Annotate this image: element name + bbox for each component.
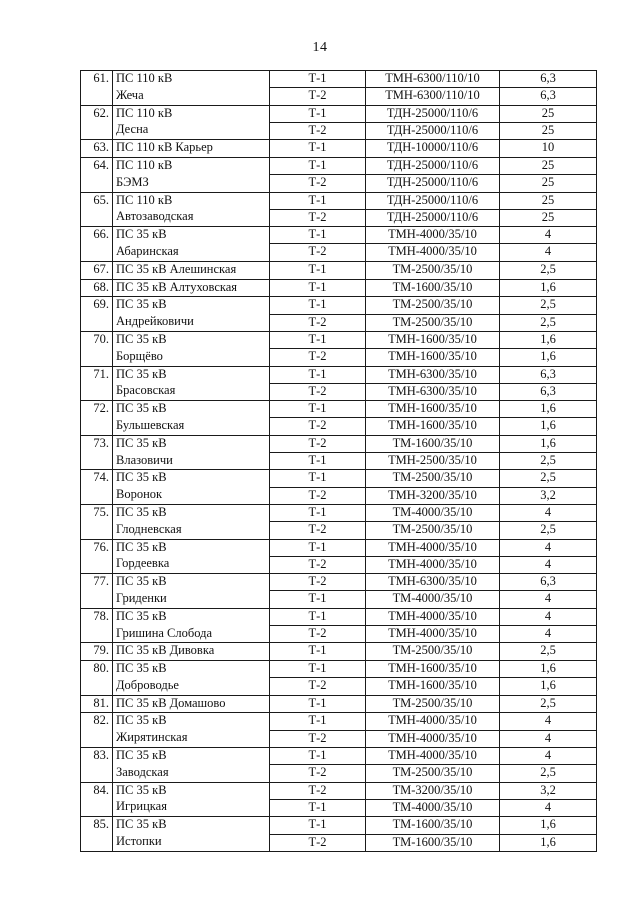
row-number-cell: 67. xyxy=(81,261,113,279)
transformer-power-cell: 1,6 xyxy=(500,349,597,366)
transformer-power-cell: 1,6 xyxy=(500,678,597,695)
substation-name-cell xyxy=(113,227,270,262)
substation-name-line: ПС 35 кВ xyxy=(116,574,167,589)
transformer-type-cell: ТМН-3200/35/10 xyxy=(366,487,500,504)
transformer-power-cell: 25 xyxy=(500,209,597,226)
transformer-id-cell: Т-1 xyxy=(270,748,366,765)
transformer-power-cell: 4 xyxy=(500,244,597,261)
substation-name-line: Жеча xyxy=(116,87,144,102)
transformer-type-cell: ТМН-4000/35/10 xyxy=(366,244,500,261)
table-row xyxy=(81,261,597,279)
table-row xyxy=(81,574,597,591)
table-row xyxy=(81,504,597,521)
transformer-id-cell: Т-2 xyxy=(270,418,366,435)
transformer-id-cell: Т-2 xyxy=(270,122,366,139)
transformer-power-cell: 4 xyxy=(500,799,597,816)
table-row xyxy=(81,470,597,487)
transformer-id-cell: Т-1 xyxy=(270,817,366,834)
substation-name-line: Заводская xyxy=(116,764,169,779)
transformer-id-cell: Т-2 xyxy=(270,834,366,851)
transformer-id-cell: Т-2 xyxy=(270,487,366,504)
transformer-id-cell: Т-1 xyxy=(270,366,366,383)
substation-name-line: Гришина Слобода xyxy=(116,625,213,640)
transformer-id-cell: Т-1 xyxy=(270,297,366,314)
transformer-power-cell: 4 xyxy=(500,713,597,730)
substation-name-cell xyxy=(113,435,270,470)
table-row xyxy=(81,539,597,556)
transformer-type-cell: ТДН-25000/110/6 xyxy=(366,209,500,226)
table-row xyxy=(81,435,597,452)
transformer-type-cell: ТМН-2500/35/10 xyxy=(366,453,500,470)
substation-name-line: Борщёво xyxy=(116,348,163,363)
transformer-id-cell: Т-2 xyxy=(270,88,366,105)
transformer-type-cell: ТДН-25000/110/6 xyxy=(366,192,500,209)
substation-name-line: Брасовская xyxy=(116,383,176,398)
substation-name-cell xyxy=(113,643,270,661)
substation-name-line: ПС 110 кВ xyxy=(116,157,173,172)
substation-name-line: ПС 35 кВ xyxy=(116,470,167,485)
substation-name-line: ПС 35 кВ xyxy=(116,782,167,797)
substation-name-line: Глодневская xyxy=(116,521,182,536)
transformer-type-cell: ТДН-10000/110/6 xyxy=(366,140,500,158)
table-row xyxy=(81,157,597,174)
transformer-power-cell: 2,5 xyxy=(500,695,597,713)
transformer-id-cell: Т-2 xyxy=(270,678,366,695)
transformer-power-cell: 4 xyxy=(500,748,597,765)
substation-name-line: ПС 110 кВ xyxy=(116,71,173,85)
substation-name-cell xyxy=(113,140,270,158)
transformer-type-cell: ТДН-25000/110/6 xyxy=(366,157,500,174)
substation-name-cell xyxy=(113,401,270,436)
substation-name-line: ПС 35 кВ xyxy=(116,331,167,346)
transformer-id-cell: Т-1 xyxy=(270,591,366,608)
substation-name-cell xyxy=(113,504,270,539)
row-number-cell: 83. xyxy=(81,748,113,783)
row-number-cell: 77. xyxy=(81,574,113,609)
transformer-type-cell: ТМН-4000/35/10 xyxy=(366,713,500,730)
row-number-cell: 84. xyxy=(81,782,113,817)
transformer-id-cell: Т-2 xyxy=(270,383,366,400)
substation-name-line: Бульшевская xyxy=(116,417,185,432)
transformer-id-cell: Т-1 xyxy=(270,643,366,661)
substation-name-cell xyxy=(113,261,270,279)
substation-name-line: ПС 35 кВ xyxy=(116,661,167,676)
substation-name-line: ПС 35 кВ Алешинская xyxy=(116,261,237,276)
row-number-cell: 70. xyxy=(81,331,113,366)
transformer-type-cell: ТМН-4000/35/10 xyxy=(366,227,500,244)
substation-name-cell xyxy=(113,297,270,332)
substation-name-line: ПС 35 кВ xyxy=(116,817,167,832)
transformer-type-cell: ТМ-2500/35/10 xyxy=(366,261,500,279)
substation-name-cell xyxy=(113,748,270,783)
transformer-power-cell: 2,5 xyxy=(500,470,597,487)
substation-name-cell xyxy=(113,713,270,748)
substation-name-cell xyxy=(113,105,270,140)
transformer-type-cell: ТМН-6300/35/10 xyxy=(366,383,500,400)
substation-name-cell xyxy=(113,661,270,696)
transformer-id-cell: Т-1 xyxy=(270,157,366,174)
transformer-power-cell: 2,5 xyxy=(500,643,597,661)
transformer-power-cell: 1,6 xyxy=(500,834,597,851)
transformer-type-cell: ТМН-4000/35/10 xyxy=(366,748,500,765)
table-row xyxy=(81,227,597,244)
transformer-id-cell: Т-1 xyxy=(270,608,366,625)
table-row xyxy=(81,366,597,383)
substation-name-line: ПС 110 кВ Карьер xyxy=(116,140,213,155)
substation-name-cell xyxy=(113,331,270,366)
transformer-id-cell: Т-1 xyxy=(270,401,366,418)
transformer-type-cell: ТМН-4000/35/10 xyxy=(366,626,500,643)
transformer-type-cell: ТМН-1600/35/10 xyxy=(366,418,500,435)
substation-name-cell xyxy=(113,574,270,609)
transformer-power-cell: 25 xyxy=(500,105,597,122)
transformer-power-cell: 10 xyxy=(500,140,597,158)
substation-name-line: ПС 35 кВ Дивовка xyxy=(116,643,215,658)
transformer-id-cell: Т-1 xyxy=(270,661,366,678)
substation-name-line: ПС 35 кВ Алтуховская xyxy=(116,279,238,294)
transformer-id-cell: Т-1 xyxy=(270,695,366,713)
transformer-type-cell: ТМН-4000/35/10 xyxy=(366,608,500,625)
transformer-power-cell: 6,3 xyxy=(500,366,597,383)
row-number-cell: 82. xyxy=(81,713,113,748)
substation-name-line: Истопки xyxy=(116,834,162,849)
row-number-cell: 65. xyxy=(81,192,113,227)
transformer-type-cell: ТМ-2500/35/10 xyxy=(366,522,500,539)
transformer-power-cell: 1,6 xyxy=(500,279,597,297)
transformer-id-cell: Т-2 xyxy=(270,522,366,539)
transformer-type-cell: ТМН-6300/110/10 xyxy=(366,88,500,105)
substation-name-line: Жирятинская xyxy=(116,730,188,745)
table-row xyxy=(81,661,597,678)
table-row xyxy=(81,401,597,418)
transformer-type-cell: ТМ-4000/35/10 xyxy=(366,799,500,816)
table-body xyxy=(81,71,597,852)
substation-name-line: Воронок xyxy=(116,487,163,502)
transformer-type-cell: ТМН-4000/35/10 xyxy=(366,730,500,747)
transformer-power-cell: 1,6 xyxy=(500,401,597,418)
row-number-cell: 62. xyxy=(81,105,113,140)
table-row xyxy=(81,817,597,834)
row-number-cell: 81. xyxy=(81,695,113,713)
transformer-id-cell: Т-1 xyxy=(270,140,366,158)
substation-name-line: ПС 110 кВ xyxy=(116,192,173,207)
substation-name-cell xyxy=(113,192,270,227)
transformer-power-cell: 25 xyxy=(500,157,597,174)
transformer-id-cell: Т-1 xyxy=(270,799,366,816)
transformer-type-cell: ТМ-2500/35/10 xyxy=(366,470,500,487)
table-row xyxy=(81,71,597,88)
transformer-power-cell: 6,3 xyxy=(500,71,597,88)
transformer-power-cell: 4 xyxy=(500,591,597,608)
row-number-cell: 64. xyxy=(81,157,113,192)
transformer-type-cell: ТМН-1600/35/10 xyxy=(366,331,500,348)
transformer-power-cell: 4 xyxy=(500,608,597,625)
substation-name-line: Десна xyxy=(116,122,149,137)
substation-name-line: ПС 35 кВ xyxy=(116,297,167,312)
substation-name-line: Автозаводская xyxy=(116,209,194,224)
transformer-power-cell: 2,5 xyxy=(500,314,597,331)
transformer-power-cell: 4 xyxy=(500,539,597,556)
substation-name-line: ПС 35 кВ xyxy=(116,748,167,763)
transformer-type-cell: ТМН-1600/35/10 xyxy=(366,401,500,418)
transformer-type-cell: ТМ-4000/35/10 xyxy=(366,591,500,608)
row-number-cell: 61. xyxy=(81,71,113,106)
table-row xyxy=(81,782,597,799)
substation-name-cell xyxy=(113,539,270,574)
transformer-id-cell: Т-2 xyxy=(270,626,366,643)
table-row xyxy=(81,105,597,122)
substation-name-cell xyxy=(113,157,270,192)
row-number-cell: 66. xyxy=(81,227,113,262)
transformer-id-cell: Т-1 xyxy=(270,279,366,297)
transformer-power-cell: 25 xyxy=(500,175,597,192)
row-number-cell: 63. xyxy=(81,140,113,158)
transformer-id-cell: Т-2 xyxy=(270,314,366,331)
substation-name-line: ПС 35 кВ xyxy=(116,227,167,242)
transformer-power-cell: 2,5 xyxy=(500,522,597,539)
transformer-power-cell: 25 xyxy=(500,122,597,139)
table-row xyxy=(81,748,597,765)
transformer-type-cell: ТМ-2500/35/10 xyxy=(366,643,500,661)
transformer-power-cell: 1,6 xyxy=(500,331,597,348)
transformer-type-cell: ТМН-6300/110/10 xyxy=(366,71,500,88)
transformer-id-cell: Т-2 xyxy=(270,175,366,192)
table-row xyxy=(81,279,597,297)
substation-name-line: Влазовичи xyxy=(116,452,173,467)
transformer-type-cell: ТМН-4000/35/10 xyxy=(366,556,500,573)
table-row xyxy=(81,695,597,713)
transformer-type-cell: ТМН-1600/35/10 xyxy=(366,678,500,695)
substation-name-cell xyxy=(113,608,270,643)
transformer-power-cell: 6,3 xyxy=(500,88,597,105)
transformer-power-cell: 1,6 xyxy=(500,435,597,452)
substation-name-line: ПС 35 кВ xyxy=(116,435,167,450)
substation-name-cell xyxy=(113,71,270,106)
transformer-type-cell: ТМН-1600/35/10 xyxy=(366,661,500,678)
row-number-cell: 71. xyxy=(81,366,113,401)
transformer-id-cell: Т-2 xyxy=(270,435,366,452)
transformer-type-cell: ТМН-1600/35/10 xyxy=(366,349,500,366)
substation-name-cell xyxy=(113,279,270,297)
substation-name-line: ПС 35 кВ xyxy=(116,401,167,416)
transformer-id-cell: Т-1 xyxy=(270,105,366,122)
substation-name-line: Андрейковичи xyxy=(116,314,194,329)
row-number-cell: 76. xyxy=(81,539,113,574)
table-row xyxy=(81,140,597,158)
transformer-power-cell: 4 xyxy=(500,730,597,747)
transformer-type-cell: ТМН-4000/35/10 xyxy=(366,539,500,556)
row-number-cell: 85. xyxy=(81,817,113,852)
transformer-power-cell: 4 xyxy=(500,556,597,573)
row-number-cell: 72. xyxy=(81,401,113,436)
row-number-cell: 73. xyxy=(81,435,113,470)
transformer-power-cell: 4 xyxy=(500,227,597,244)
transformer-power-cell: 3,2 xyxy=(500,487,597,504)
transformer-type-cell: ТМН-6300/35/10 xyxy=(366,574,500,591)
transformer-power-cell: 25 xyxy=(500,192,597,209)
transformer-type-cell: ТМ-2500/35/10 xyxy=(366,314,500,331)
row-number-cell: 78. xyxy=(81,608,113,643)
transformer-id-cell: Т-2 xyxy=(270,209,366,226)
transformer-power-cell: 6,3 xyxy=(500,383,597,400)
transformer-power-cell: 4 xyxy=(500,504,597,521)
transformer-id-cell: Т-1 xyxy=(270,227,366,244)
substation-name-cell xyxy=(113,470,270,505)
table-row xyxy=(81,713,597,730)
transformer-id-cell: Т-2 xyxy=(270,782,366,799)
transformer-id-cell: Т-1 xyxy=(270,71,366,88)
transformer-id-cell: Т-1 xyxy=(270,331,366,348)
substation-name-line: ПС 35 кВ xyxy=(116,539,167,554)
transformer-power-cell: 6,3 xyxy=(500,574,597,591)
table-row xyxy=(81,192,597,209)
transformer-id-cell: Т-1 xyxy=(270,453,366,470)
transformer-power-cell: 4 xyxy=(500,626,597,643)
substation-name-cell xyxy=(113,366,270,401)
table-row xyxy=(81,331,597,348)
transformer-id-cell: Т-2 xyxy=(270,765,366,782)
substation-name-line: Игрицкая xyxy=(116,799,167,814)
transformer-power-cell: 2,5 xyxy=(500,297,597,314)
substation-name-line: ПС 35 кВ xyxy=(116,713,167,728)
transformer-power-cell: 2,5 xyxy=(500,261,597,279)
page-number: 14 xyxy=(312,40,328,55)
row-number-cell: 74. xyxy=(81,470,113,505)
row-number-cell: 79. xyxy=(81,643,113,661)
transformer-id-cell: Т-1 xyxy=(270,192,366,209)
transformer-type-cell: ТМ-1600/35/10 xyxy=(366,279,500,297)
substation-name-line: Доброводье xyxy=(116,677,179,692)
transformer-type-cell: ТМ-1600/35/10 xyxy=(366,817,500,834)
table-row xyxy=(81,297,597,314)
transformer-type-cell: ТДН-25000/110/6 xyxy=(366,122,500,139)
substation-name-cell xyxy=(113,782,270,817)
transformer-id-cell: Т-1 xyxy=(270,470,366,487)
transformer-id-cell: Т-1 xyxy=(270,539,366,556)
row-number-cell: 68. xyxy=(81,279,113,297)
transformer-type-cell: ТМ-1600/35/10 xyxy=(366,435,500,452)
substation-name-line: Абаринская xyxy=(116,243,179,258)
transformer-type-cell: ТМ-1600/35/10 xyxy=(366,834,500,851)
transformer-power-cell: 3,2 xyxy=(500,782,597,799)
transformer-power-cell: 2,5 xyxy=(500,453,597,470)
substation-name-line: ПС 35 кВ xyxy=(116,608,167,623)
transformer-type-cell: ТМ-3200/35/10 xyxy=(366,782,500,799)
substation-name-cell xyxy=(113,695,270,713)
transformer-type-cell: ТДН-25000/110/6 xyxy=(366,175,500,192)
transformer-type-cell: ТМН-6300/35/10 xyxy=(366,366,500,383)
transformer-id-cell: Т-2 xyxy=(270,730,366,747)
transformer-type-cell: ТМ-4000/35/10 xyxy=(366,504,500,521)
transformer-power-cell: 1,6 xyxy=(500,661,597,678)
substation-name-line: Гриденки xyxy=(116,590,167,605)
transformer-type-cell: ТМ-2500/35/10 xyxy=(366,695,500,713)
table-row xyxy=(81,643,597,661)
row-number-cell: 75. xyxy=(81,504,113,539)
transformer-id-cell: Т-2 xyxy=(270,556,366,573)
substation-name-line: ПС 35 кВ xyxy=(116,504,167,519)
transformer-power-cell: 2,5 xyxy=(500,765,597,782)
transformer-id-cell: Т-1 xyxy=(270,261,366,279)
transformer-power-cell: 1,6 xyxy=(500,418,597,435)
row-number-cell: 69. xyxy=(81,297,113,332)
transformer-id-cell: Т-1 xyxy=(270,713,366,730)
transformer-id-cell: Т-1 xyxy=(270,504,366,521)
transformer-power-cell: 1,6 xyxy=(500,817,597,834)
transformer-id-cell: Т-2 xyxy=(270,574,366,591)
transformer-type-cell: ТМ-2500/35/10 xyxy=(366,765,500,782)
row-number-cell: 80. xyxy=(81,661,113,696)
table-row xyxy=(81,608,597,625)
substation-name-line: ПС 110 кВ xyxy=(116,105,173,120)
substation-name-line: БЭМЗ xyxy=(116,174,149,189)
substation-name-line: ПС 35 кВ xyxy=(116,366,167,381)
substation-transformer-table xyxy=(80,70,597,852)
substation-name-line: Гордеевка xyxy=(116,556,170,571)
transformer-type-cell: ТДН-25000/110/6 xyxy=(366,105,500,122)
substation-name-cell xyxy=(113,817,270,852)
substation-name-line: ПС 35 кВ Домашово xyxy=(116,695,226,710)
transformer-type-cell: ТМ-2500/35/10 xyxy=(366,297,500,314)
transformer-id-cell: Т-2 xyxy=(270,244,366,261)
transformer-id-cell: Т-2 xyxy=(270,349,366,366)
